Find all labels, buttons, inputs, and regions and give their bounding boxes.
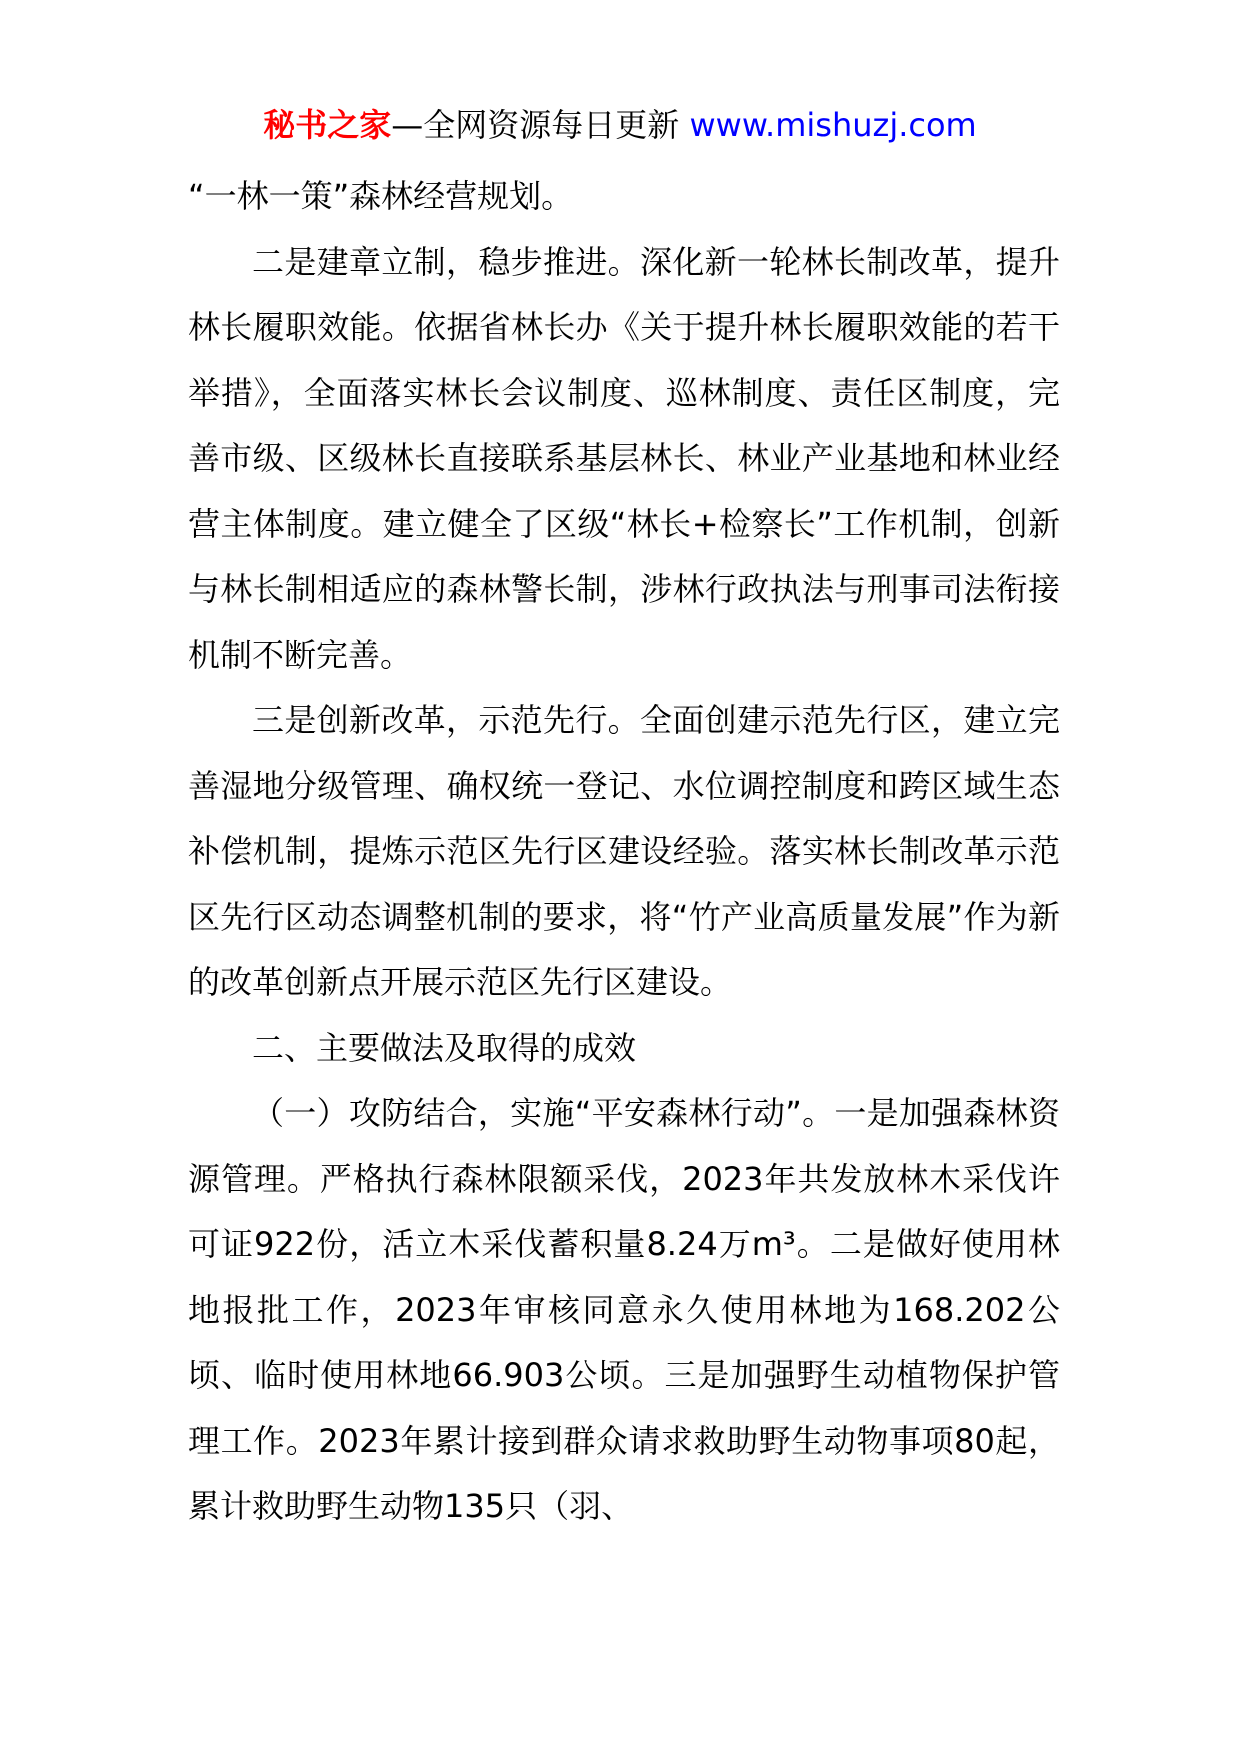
site-brand: 秘书之家 (263, 106, 392, 144)
paragraph-innovation-reform: 三是创新改革，示范先行。全面创建示范先行区，建立完善湿地分级管理、确权统一登记、水位调控制度和跨区域生态补偿机制，提炼示范区先行区建设经验。落实林长制改革示范区先行区动态调整机制的要求，将“竹产业高质量发展”作为新的改革创新点开展示范区先行区建设。 (188, 701, 1060, 1001)
site-header (0, 102, 1240, 148)
paragraph-institution-building: 二是建章立制，稳步推进。深化新一轮林长制改革，提升林长履职效能。依据省林长办《关于提升林长履职效能的若干举措》，全面落实林长会议制度、巡林制度、责任区制度，完善市级、区级林长直接联系基层林长、林业产业基地和林业经营主体制度。建立健全了区级“林长+检察长”工作机制，创新与林长制相适应的森林警长制，涉林行政执法与刑事司法衔接机制不断完善。 (188, 242, 1060, 674)
paragraph-continuation: “一林一策”森林经营规划。 (188, 177, 574, 215)
section-heading: 二、主要做法及取得的成效 (252, 1028, 637, 1067)
document-body (188, 164, 1060, 1540)
paragraph-safe-forest-action: （一）攻防结合，实施“平安森林行动”。一是加强森林资源管理。严格执行森林限额采伐，2023年共发放林木采伐许可证922份，活立木采伐蓄积量8.24万m³。二是做好使用林地报批工作，2023年审核同意永久使用林地为168.202公顷、临时使用林地66.903公顷。三是加强野生动植物保护管理工作。2023年累计接到群众请求救助野生动物事项80起，累计救助野生动物135只（羽、 (188, 1094, 1060, 1525)
site-slogan: —全网资源每日更新 (391, 106, 690, 144)
site-url-link[interactable]: www.mishuzj.com (689, 106, 977, 144)
